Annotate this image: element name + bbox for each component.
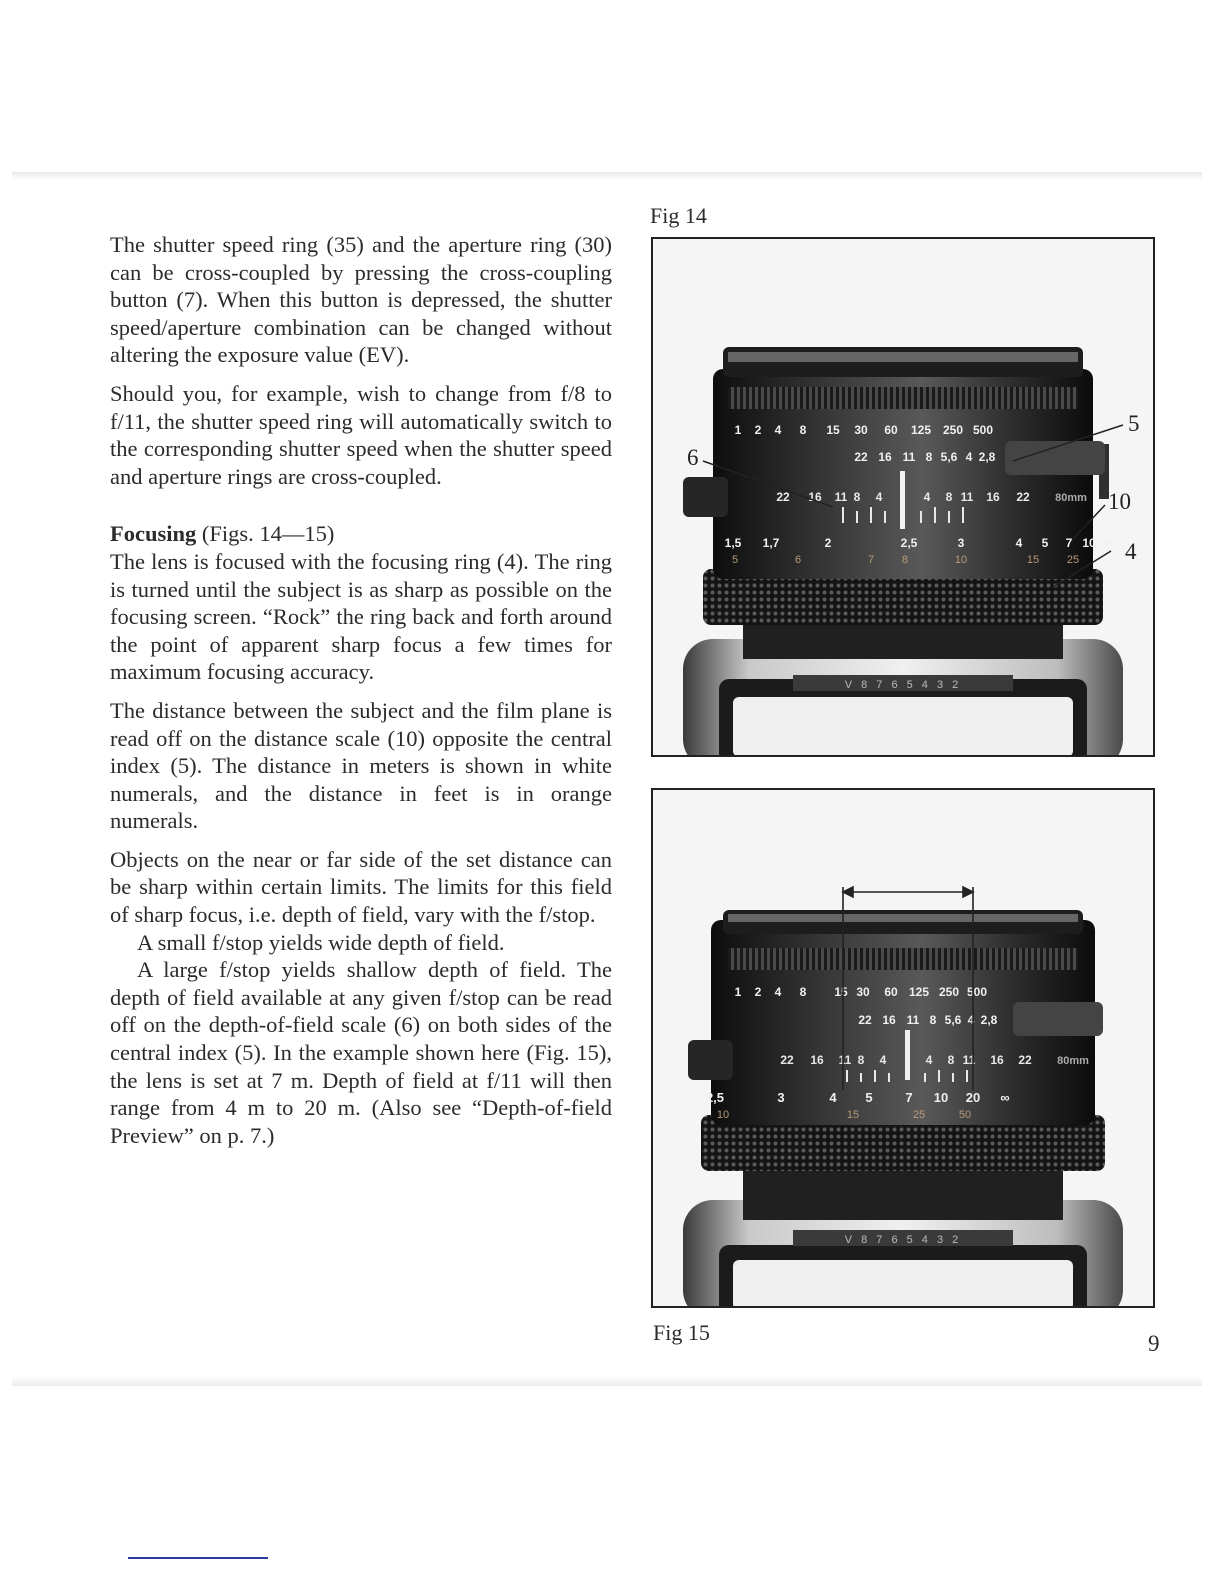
fig15-speed-15: 15: [834, 985, 848, 999]
fig15-dof-right-8: 8: [947, 1053, 955, 1067]
fig14-aperture-2-8: 2,8: [978, 450, 996, 464]
figure-14-photo-frame: [651, 237, 1155, 757]
fig15-aperture-16: 16: [882, 1013, 896, 1027]
fig14-callout-10: 10: [1108, 489, 1131, 514]
fig15-speed-60: 60: [884, 985, 898, 999]
fig15-distance-m-5: 5: [865, 1090, 873, 1105]
fig15-distance-ft-25: 25: [912, 1109, 926, 1121]
fig15-distance-ft-15: 15: [846, 1109, 860, 1121]
fig15-dof-left-4: 4: [879, 1053, 887, 1067]
fig14-distance-ft-8: 8: [901, 554, 909, 566]
fig14-distance-ft-6: 6: [794, 554, 802, 566]
paragraph-distance-scale: The distance between the subject and the film plane is read off on the distance scale (10) opposite the central index (5). The distance in meters is shown in white numerals, and the distance in feet is in orange numerals.: [110, 697, 612, 834]
fig15-speed-30: 30: [856, 985, 870, 999]
paragraph-example: Should you, for example, wish to change from f/8 to f/11, the shutter speed ring will automatically switch to the corresponding shutter speed when the shutter speed and aperture rings are cross-coupled.: [110, 380, 612, 489]
footnote-rule: [128, 1557, 268, 1559]
paragraph-cross-coupling: The shutter speed ring (35) and the aperture ring (30) can be cross-coupled by pressing the cross-coupling button (7). When this button is depressed, the shutter speed/aperture combination can be changed without altering the exposure value (EV).: [110, 232, 612, 368]
fig15-aperture-22: 22: [858, 1013, 872, 1027]
fig15-aperture-2-8: 2,8: [980, 1013, 998, 1027]
fig15-speed-250: 250: [938, 985, 960, 999]
fig15-dof-right-16: 16: [990, 1053, 1004, 1067]
page-number: 9: [1148, 1331, 1160, 1356]
figure-15-caption: Fig 15: [653, 1320, 710, 1345]
fig14-distance-ft-5: 5: [731, 554, 739, 566]
fig15-dof-left-8: 8: [857, 1053, 865, 1067]
fig15-dof-left-22: 22: [780, 1053, 794, 1067]
fig14-aperture-5-6: 5,6: [940, 450, 958, 464]
body-shutter-scale: V 8 7 6 5 4 3 2: [844, 679, 962, 691]
fig14-distance-m-5: 5: [1041, 536, 1049, 550]
fig14-speed-60: 60: [884, 423, 898, 437]
fig14-speed-250: 250: [942, 423, 964, 437]
fig15-distance-m-4: 4: [829, 1090, 837, 1105]
fig14-distance-ft-10: 10: [954, 554, 968, 566]
text-column: [110, 231, 612, 1149]
fig14-dof-left-22: 22: [776, 490, 790, 504]
fig14-dof-right-4: 4: [923, 490, 931, 504]
fig15-speed-8: 8: [799, 985, 807, 999]
fig14-callout-6: 6: [687, 445, 699, 470]
scan-edge-top: [12, 172, 1202, 180]
fig14-speed-2: 2: [754, 423, 762, 437]
fig14-distance-ft-25: 25: [1066, 554, 1080, 566]
fig15-distance-m-inf: ∞: [1000, 1090, 1010, 1105]
fig15-aperture-11: 11: [906, 1013, 920, 1027]
lens-photo-fig15: [653, 790, 1153, 1306]
fig15-aperture-8: 8: [929, 1013, 937, 1027]
fig15-dof-left-16: 16: [810, 1053, 824, 1067]
fig14-speed-30: 30: [854, 423, 868, 437]
fig15-speed-4: 4: [774, 985, 782, 999]
fig14-distance-m-7: 7: [1065, 536, 1073, 550]
fig15-distance-m-2-5: 2,5: [705, 1090, 725, 1105]
fig14-dof-left-4: 4: [875, 490, 883, 504]
paragraph-small-fstop: A small f/stop yields wide depth of field.: [137, 929, 505, 955]
fig14-aperture-22: 22: [854, 450, 868, 464]
fig15-dof-right-22: 22: [1018, 1053, 1032, 1067]
fig14-speed-125: 125: [910, 423, 932, 437]
fig15-aperture-4: 4: [967, 1013, 975, 1027]
paragraph-large-fstop: A large f/stop yields shallow depth of field. The depth of field available at any given f/stop can be read off on the depth-of-field scale (6) on both sides of the central index (5). In the example shown here (Fig. 15), the lens is set at 7 m. Depth of field at f/11 will then range from 4 m to 20 m. (Also see “Depth-of-field Preview” on p. 7.): [110, 957, 612, 1148]
paragraph-depth-of-field: Objects on the near or far side of the set distance can be sharp within certain limits. The limits for this field of sharp focus, i.e. depth of field, vary with the f/stop.: [110, 846, 612, 928]
fig15-speed-500: 500: [966, 985, 988, 999]
fig15-dof-right-11: 11: [962, 1053, 976, 1067]
fig14-lens-label: 80mm: [1055, 492, 1087, 504]
fig15-distance-ft-50: 50: [958, 1109, 972, 1121]
fig14-dof-right-16: 16: [986, 490, 1000, 504]
heading-figure-ref: (Figs. 14—15): [201, 521, 335, 547]
fig14-distance-m-1-7: 1,7: [762, 536, 780, 550]
lens-photo-fig14: [653, 239, 1153, 755]
fig14-distance-ft-7: 7: [867, 554, 875, 566]
fig15-distance-ft-10: 10: [716, 1109, 730, 1121]
fig14-distance-ft-15: 15: [1026, 554, 1040, 566]
fig14-dof-right-22: 22: [1016, 490, 1030, 504]
fig14-speed-1: 1: [734, 423, 742, 437]
fig14-distance-m-1-5: 1,5: [724, 536, 742, 550]
paragraph-focusing-ring: The lens is focused with the focusing ring (4). The ring is turned until the subject is as sharp as possible on the focusing screen. “Rock” the ring back and forth around the point of apparent sharp focus a few times for maximum focusing accuracy.: [110, 548, 612, 685]
fig14-aperture-16: 16: [878, 450, 892, 464]
fig15-dof-left-11: 11: [838, 1053, 852, 1067]
fig14-distance-m-4: 4: [1015, 536, 1023, 550]
figure-14-caption: Fig 14: [650, 203, 707, 228]
fig14-dof-left-16: 16: [808, 490, 822, 504]
fig14-speed-15: 15: [826, 423, 840, 437]
fig15-dof-right-4: 4: [925, 1053, 933, 1067]
fig14-distance-m-10: 10: [1082, 536, 1096, 550]
fig15-distance-m-7: 7: [905, 1090, 913, 1105]
section-heading-focusing: [110, 520, 612, 548]
fig15-distance-m-10: 10: [933, 1090, 949, 1105]
fig15-body-shutter-scale: V 8 7 6 5 4 3 2: [844, 1234, 962, 1246]
fig15-distance-m-20: 20: [965, 1090, 981, 1105]
fig14-callout-5: 5: [1128, 411, 1140, 436]
fig14-dof-left-8: 8: [853, 490, 861, 504]
fig15-lens-label: 80mm: [1057, 1055, 1089, 1067]
fig14-aperture-8: 8: [925, 450, 933, 464]
fig14-dof-left-11: 11: [834, 490, 848, 504]
fig15-aperture-5-6: 5,6: [944, 1013, 962, 1027]
fig14-distance-m-inf: ∞: [1104, 536, 1114, 550]
fig14-dof-right-8: 8: [945, 490, 953, 504]
fig15-distance-m-3: 3: [777, 1090, 785, 1105]
fig14-aperture-4: 4: [965, 450, 973, 464]
fig14-distance-m-2: 2: [824, 536, 832, 550]
fig14-distance-m-3: 3: [957, 536, 965, 550]
fig14-speed-8: 8: [799, 423, 807, 437]
fig14-speed-4: 4: [774, 423, 782, 437]
fig14-speed-500: 500: [972, 423, 994, 437]
heading-title: Focusing: [110, 521, 197, 547]
figure-15-photo-frame: [651, 788, 1155, 1308]
fig15-speed-1: 1: [734, 985, 742, 999]
fig14-aperture-11: 11: [902, 450, 916, 464]
fig14-callout-4: 4: [1125, 539, 1137, 564]
scan-edge-bottom: [12, 1376, 1202, 1386]
fig14-dof-right-11: 11: [960, 490, 974, 504]
fig15-speed-125: 125: [908, 985, 930, 999]
fig14-distance-m-2-5: 2,5: [900, 536, 918, 550]
fig15-speed-2: 2: [754, 985, 762, 999]
